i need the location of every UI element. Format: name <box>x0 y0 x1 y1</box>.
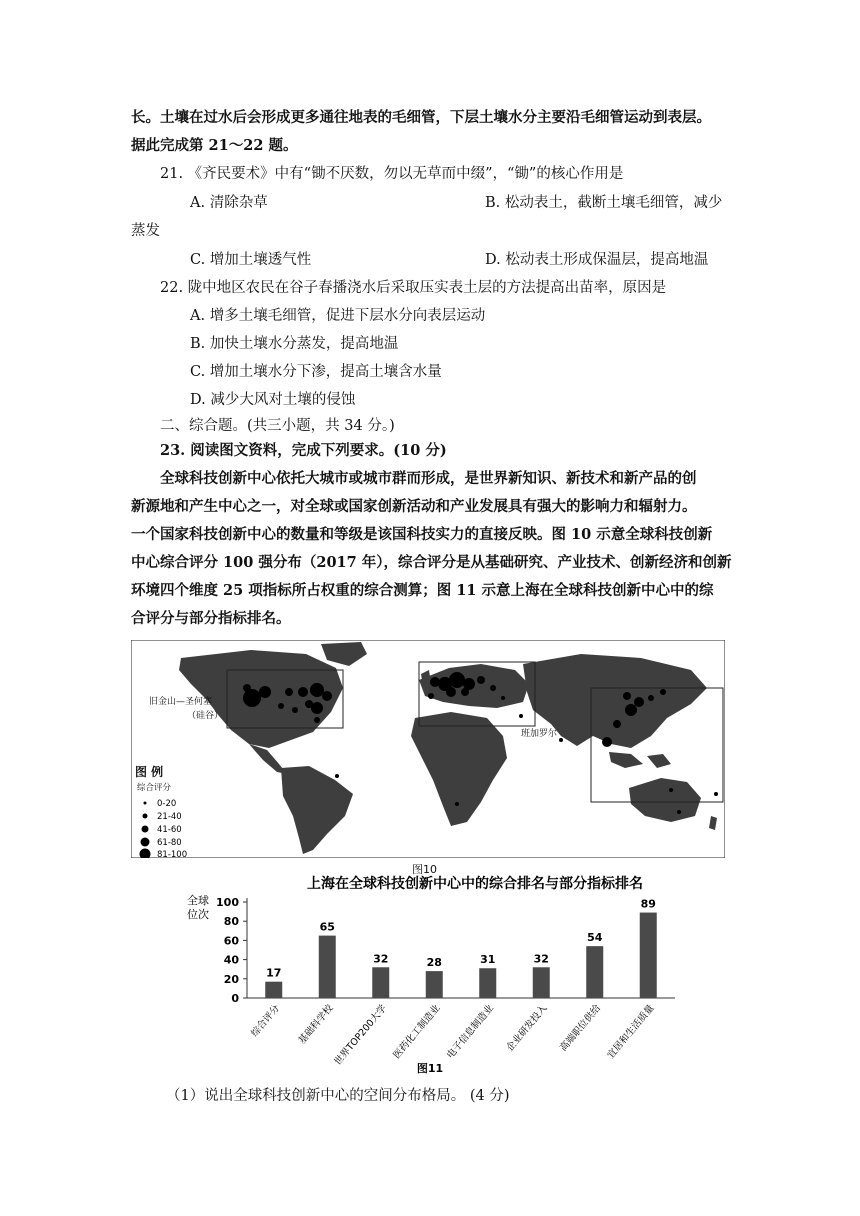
category-labels <box>248 1002 656 1068</box>
q23-stem: 23. 阅读图文资料，完成下列要求。(10 分) <box>160 442 447 459</box>
q23-para-2: 新源地和产生中心之一，对全球或国家创新活动和产业发展具有强大的影响力和辐射力。 <box>131 498 697 515</box>
q22-option-c: C. 增加土壤水分下渗，提高土壤含水量 <box>190 364 442 380</box>
q21-stem: 21. 《齐民要术》中有“锄不厌数，勿以无草而中缀”，“锄”的核心作用是 <box>160 166 624 182</box>
legend-dot-4 <box>141 838 150 847</box>
y-tick-label: 80 <box>223 915 239 929</box>
bar <box>265 982 282 998</box>
q22-option-b: B. 加快土壤水分蒸发，提高地温 <box>190 336 399 352</box>
section-2-heading: 二、综合题。(共三小题，共 34 分。) <box>160 418 395 434</box>
q21-option-b-cont: 蒸发 <box>131 223 160 239</box>
legend-dot-3 <box>142 826 149 833</box>
legend-label-1: 0-20 <box>157 799 177 809</box>
bar-value-label: 54 <box>587 931 603 945</box>
intro-line-1: 长。土壤在过水后会形成更多通往地表的毛细管，下层土壤水分主要沿毛细管运动到表层。 <box>131 109 711 126</box>
q23-sub-1: （1）说出全球科技创新中心的空间分布格局。 (4 分) <box>166 1088 510 1104</box>
q22-option-a: A. 增多土壤毛细管，促进下层水分向表层运动 <box>190 308 486 324</box>
legend-label-2: 21-40 <box>157 812 182 822</box>
q21-option-a: A. 清除杂草 <box>190 195 268 211</box>
world-map-figure <box>131 640 725 858</box>
category-label: 医药化工制造业 <box>391 1002 443 1061</box>
label-sf-2: （硅谷） <box>187 711 224 721</box>
y-axis-label-line-1: 全球 <box>187 894 209 907</box>
category-label: 世界TOP200大学 <box>332 1002 390 1068</box>
y-tick-label: 20 <box>223 972 239 986</box>
q23-para-4: 中心综合评分 100 强分布（2017 年），综合评分是从基础研究、产业技术、创新经济和创新 <box>131 554 732 571</box>
bar-value-label: 32 <box>533 952 549 966</box>
bar-value-label: 28 <box>426 956 442 970</box>
bar-value-label: 65 <box>319 920 335 934</box>
legend-title: 图 例 <box>135 765 164 779</box>
q21-option-c: C. 增加土壤透气性 <box>190 252 312 268</box>
q23-para-6: 合评分与部分指标排名。 <box>131 610 291 627</box>
y-tick-label: 0 <box>231 992 239 1005</box>
category-label: 高端职位供给 <box>557 1002 604 1054</box>
bar <box>586 946 603 998</box>
chart-title: 上海在全球科技创新中心中的综合排名与部分指标排名 <box>307 876 643 892</box>
ranking-bar-chart <box>175 872 695 1077</box>
legend-label-4: 61-80 <box>157 838 182 848</box>
bar <box>319 936 336 998</box>
q21-option-b: B. 松动表土，截断土壤毛细管，减少 <box>485 195 723 211</box>
y-tick-label: 100 <box>216 896 239 909</box>
bar <box>426 971 443 998</box>
figure-11-caption: 图11 <box>416 1062 444 1075</box>
category-label: 综合评分 <box>249 1002 283 1040</box>
label-bangalore: 班加罗尔 <box>521 729 558 739</box>
q23-para-1: 全球科技创新中心依托大城市或城市群而形成，是世界新知识、新技术和新产品的创 <box>160 470 697 487</box>
q21-option-d: D. 松动表土形成保温层，提高地温 <box>485 252 709 268</box>
bar <box>640 913 657 998</box>
bar <box>479 968 496 998</box>
legend-subtitle: 综合评分 <box>137 783 172 793</box>
q22-stem: 22. 陇中地区农民在谷子春播浇水后采取压实表土层的方法提高出苗率，原因是 <box>160 280 667 296</box>
y-axis-label-line-2: 位次 <box>187 908 209 921</box>
bar-value-label: 89 <box>640 897 656 911</box>
bar-value-label: 32 <box>373 952 389 966</box>
q22-option-d: D. 减少大风对土壤的侵蚀 <box>190 392 356 408</box>
q23-para-3: 一个国家科技创新中心的数量和等级是该国科技实力的直接反映。图 10 示意全球科技创新 <box>131 526 713 543</box>
category-label: 企业研发投入 <box>504 1002 550 1054</box>
y-tick-label: 60 <box>223 934 239 948</box>
label-sf: 旧金山—圣何塞 <box>149 697 213 707</box>
legend-label-5: 81-100 <box>157 850 188 858</box>
legend-label-3: 41-60 <box>157 825 182 835</box>
legend-dot-2 <box>143 814 148 819</box>
category-label: 电子信息制造业 <box>444 1002 497 1061</box>
category-label: 宜居和生活质量 <box>605 1002 657 1061</box>
y-tick-label: 40 <box>223 953 239 967</box>
bar <box>533 967 550 998</box>
figure-10-caption: 图10 <box>412 863 437 876</box>
intro-line-2: 据此完成第 21～22 题。 <box>131 137 298 154</box>
bar-value-label: 17 <box>266 966 282 980</box>
q23-para-5: 环境四个维度 25 项指标所占权重的综合测算；图 11 示意上海在全球科技创新中心中的综 <box>131 582 714 599</box>
category-label: 基础科学校 <box>296 1002 336 1047</box>
legend-dot-1 <box>144 802 147 805</box>
bar-value-label: 31 <box>480 953 496 967</box>
y-ticks <box>216 896 247 1005</box>
bar <box>372 967 389 998</box>
